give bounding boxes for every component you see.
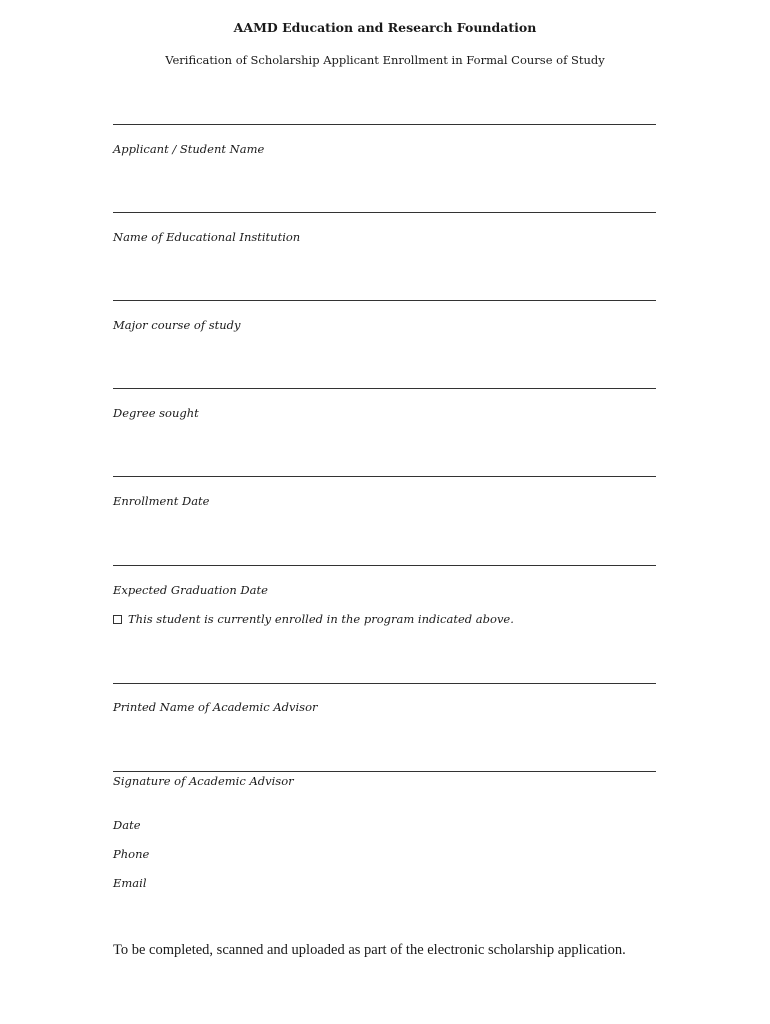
form-subtitle: Verification of Scholarship Applicant Enrollment in Formal Course of Study xyxy=(165,53,605,67)
institution-label: Name of Educational Institution xyxy=(113,230,301,244)
major-label: Major course of study xyxy=(113,318,241,332)
degree-line[interactable] xyxy=(113,388,656,389)
graduation-date-label: Expected Graduation Date xyxy=(113,583,268,597)
enrollment-confirmation xyxy=(113,612,514,626)
phone-label: Phone xyxy=(113,847,150,861)
enrollment-date-label: Enrollment Date xyxy=(113,494,210,508)
date-label: Date xyxy=(113,818,141,832)
advisor-signature-line[interactable] xyxy=(113,771,656,772)
form-title: AAMD Education and Research Foundation xyxy=(233,20,537,35)
graduation-date-line[interactable] xyxy=(113,565,656,566)
applicant-name-label: Applicant / Student Name xyxy=(113,142,265,156)
instructions-note: To be completed, scanned and uploaded as part of the electronic scholarship application. xyxy=(113,942,626,958)
enrollment-checkbox-label: This student is currently enrolled in the program indicated above. xyxy=(128,612,514,626)
enrollment-date-line[interactable] xyxy=(113,476,656,477)
email-label: Email xyxy=(113,876,147,890)
applicant-name-line[interactable] xyxy=(113,124,656,125)
institution-line[interactable] xyxy=(113,212,656,213)
advisor-signature-label: Signature of Academic Advisor xyxy=(113,774,294,788)
degree-label: Degree sought xyxy=(113,406,199,420)
enrollment-checkbox[interactable] xyxy=(113,615,122,624)
major-line[interactable] xyxy=(113,300,656,301)
advisor-name-label: Printed Name of Academic Advisor xyxy=(113,700,318,714)
advisor-name-line[interactable] xyxy=(113,683,656,684)
